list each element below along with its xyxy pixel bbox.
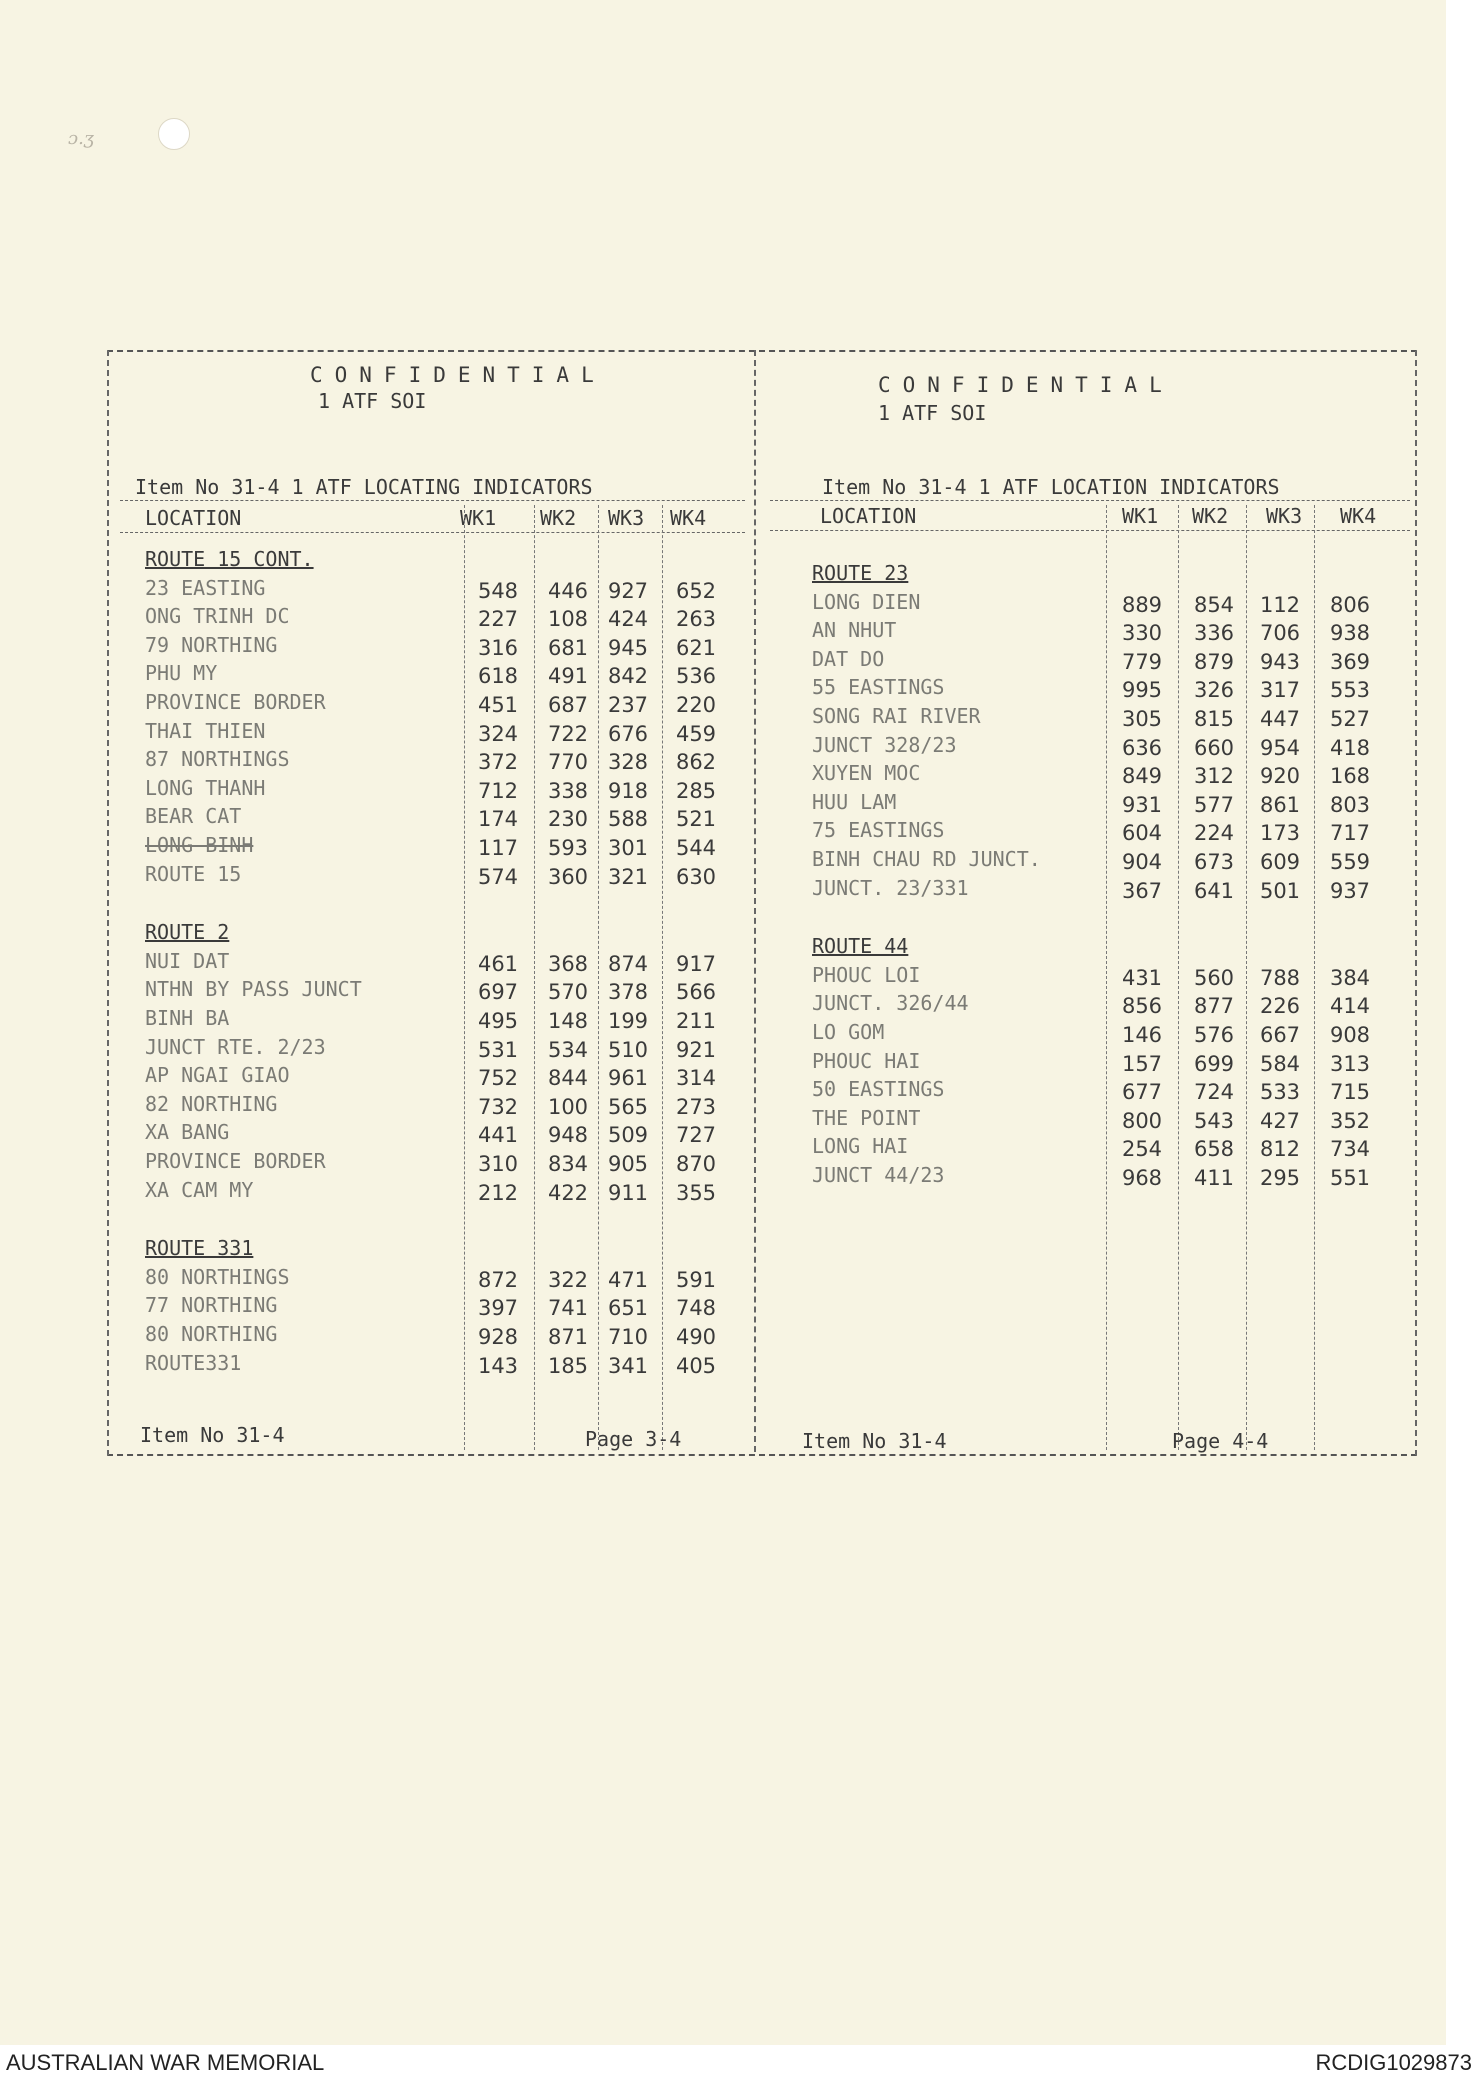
left-footer-page: Page 3-4 xyxy=(585,1427,682,1451)
cell-wk3: 321 xyxy=(607,864,649,889)
location-label: XUYEN MOC xyxy=(812,761,921,786)
right-col-wk4: WK4 xyxy=(1340,504,1377,528)
section-heading: ROUTE 23 xyxy=(812,561,909,585)
location-label: ROUTE 15 xyxy=(145,861,242,886)
left-col-wk3: WK3 xyxy=(608,506,645,530)
cell-wk4: 938 xyxy=(1329,621,1371,646)
cell-wk1: 849 xyxy=(1121,764,1163,789)
cell-wk1: 889 xyxy=(1121,592,1163,617)
cell-wk2: 658 xyxy=(1193,1137,1235,1162)
cell-wk1: 305 xyxy=(1121,707,1163,731)
cell-wk2: 593 xyxy=(547,836,589,860)
location-label: BINH BA xyxy=(145,1006,230,1030)
cell-wk1: 372 xyxy=(477,750,519,775)
cell-wk2: 681 xyxy=(547,635,589,660)
cell-wk4: 806 xyxy=(1329,592,1371,617)
cell-wk2: 368 xyxy=(547,951,589,976)
cell-wk2: 770 xyxy=(547,750,589,775)
cell-wk3: 842 xyxy=(607,664,649,689)
cell-wk3: 565 xyxy=(607,1094,649,1119)
location-label: 79 NORTHING xyxy=(145,632,278,657)
cell-wk2: 100 xyxy=(547,1094,589,1119)
cell-wk2: 722 xyxy=(547,721,589,746)
cell-wk4: 313 xyxy=(1329,1051,1371,1076)
punch-hole xyxy=(158,118,190,150)
left-sep-2 xyxy=(534,505,535,1450)
cell-wk1: 316 xyxy=(477,635,519,660)
cell-wk4: 559 xyxy=(1329,850,1371,874)
cell-wk3: 427 xyxy=(1259,1108,1301,1133)
right-soi-subheader: 1 ATF SOI xyxy=(878,401,987,425)
location-label: THE POINT xyxy=(812,1105,921,1130)
cell-wk2: 360 xyxy=(547,864,589,889)
cell-wk4: 727 xyxy=(675,1123,717,1148)
location-label: LONG THANH xyxy=(145,775,266,800)
location-label: 82 NORTHING xyxy=(145,1091,278,1116)
cell-wk1: 604 xyxy=(1121,821,1163,846)
left-footer-item: Item No 31-4 xyxy=(140,1423,285,1447)
location-label: ROUTE331 xyxy=(145,1350,242,1375)
right-title-rule xyxy=(770,500,1410,501)
cell-wk4: 862 xyxy=(675,750,717,775)
right-col-location: LOCATION xyxy=(820,504,917,528)
cell-wk1: 800 xyxy=(1121,1108,1163,1133)
cell-wk1: 574 xyxy=(477,864,519,889)
cell-wk1: 117 xyxy=(477,836,519,860)
location-label: 23 EASTING xyxy=(145,575,266,600)
location-label: LONG DIEN xyxy=(812,589,921,614)
cell-wk2: 336 xyxy=(1193,621,1235,646)
cell-wk4: 553 xyxy=(1329,678,1371,703)
cell-wk4: 544 xyxy=(675,836,717,860)
cell-wk2: 844 xyxy=(547,1066,589,1091)
right-col-wk3: WK3 xyxy=(1266,504,1303,528)
cell-wk1: 872 xyxy=(477,1267,519,1292)
cell-wk2: 491 xyxy=(547,664,589,689)
page-divider xyxy=(754,350,756,1452)
cell-wk1: 461 xyxy=(477,951,519,976)
section-heading: ROUTE 2 xyxy=(145,920,230,945)
cell-wk1: 697 xyxy=(477,980,519,1005)
location-label: JUNCT. 326/44 xyxy=(812,991,969,1016)
right-confidential-header: CONFIDENTIAL xyxy=(878,373,1174,397)
right-item-title: Item No 31-4 1 ATF LOCATION INDICATORS xyxy=(822,475,1280,499)
location-label: NUI DAT xyxy=(145,948,230,973)
cell-wk3: 812 xyxy=(1259,1137,1301,1162)
cell-wk1: 779 xyxy=(1121,649,1163,674)
cell-wk1: 451 xyxy=(477,693,519,717)
cell-wk4: 652 xyxy=(675,578,717,603)
cell-wk1: 732 xyxy=(477,1094,519,1119)
cell-wk1: 931 xyxy=(1121,792,1163,817)
cell-wk3: 861 xyxy=(1259,792,1301,817)
left-col-wk4: WK4 xyxy=(670,506,707,530)
left-col-location: LOCATION xyxy=(145,506,242,530)
cell-wk2: 576 xyxy=(1193,1023,1235,1047)
left-col-wk1: WK1 xyxy=(460,506,497,530)
cell-wk3: 920 xyxy=(1259,764,1301,789)
cell-wk1: 143 xyxy=(477,1353,519,1378)
location-label: 77 NORTHING xyxy=(145,1293,278,1318)
cell-wk4: 717 xyxy=(1329,821,1371,846)
cell-wk1: 330 xyxy=(1121,621,1163,646)
cell-wk3: 173 xyxy=(1259,821,1301,846)
location-label: XA CAM MY xyxy=(145,1177,254,1202)
cell-wk1: 310 xyxy=(477,1152,519,1176)
cell-wk2: 854 xyxy=(1193,592,1235,617)
cell-wk3: 954 xyxy=(1259,735,1301,760)
cell-wk1: 227 xyxy=(477,607,519,632)
cell-wk2: 230 xyxy=(547,807,589,832)
cell-wk3: 471 xyxy=(607,1267,649,1292)
cell-wk3: 943 xyxy=(1259,649,1301,674)
cell-wk2: 687 xyxy=(547,693,589,717)
cell-wk2: 560 xyxy=(1193,965,1235,990)
section-heading: ROUTE 331 xyxy=(145,1236,254,1261)
cell-wk2: 312 xyxy=(1193,764,1235,789)
cell-wk2: 673 xyxy=(1193,850,1235,874)
cell-wk2: 570 xyxy=(547,980,589,1005)
cell-wk2: 326 xyxy=(1193,678,1235,703)
cell-wk3: 788 xyxy=(1259,965,1301,990)
cell-wk1: 397 xyxy=(477,1296,519,1321)
cell-wk3: 341 xyxy=(607,1353,649,1378)
archive-id: RCDIG1029873 xyxy=(1315,2050,1472,2075)
cell-wk1: 995 xyxy=(1121,678,1163,703)
cell-wk1: 928 xyxy=(477,1325,519,1349)
cell-wk3: 301 xyxy=(607,836,649,860)
section-heading: ROUTE 44 xyxy=(812,934,909,959)
cell-wk4: 211 xyxy=(675,1009,717,1033)
cell-wk4: 418 xyxy=(1329,735,1371,760)
right-sep-3 xyxy=(1246,505,1247,1450)
cell-wk1: 174 xyxy=(477,807,519,832)
cell-wk4: 220 xyxy=(675,693,717,717)
left-confidential-header: CONFIDENTIAL xyxy=(310,363,606,387)
cell-wk1: 677 xyxy=(1121,1080,1163,1105)
cell-wk4: 355 xyxy=(675,1180,717,1205)
location-label: XA BANG xyxy=(145,1120,230,1145)
cell-wk4: 630 xyxy=(675,864,717,889)
location-label: 50 EASTINGS xyxy=(812,1077,945,1102)
cell-wk3: 584 xyxy=(1259,1051,1301,1076)
cell-wk1: 431 xyxy=(1121,965,1163,990)
cell-wk2: 543 xyxy=(1193,1108,1235,1133)
cell-wk4: 285 xyxy=(675,778,717,803)
archive-credit: AUSTRALIAN WAR MEMORIAL xyxy=(6,2050,325,2075)
location-label: SONG RAI RIVER xyxy=(812,704,981,728)
cell-wk2: 322 xyxy=(547,1267,589,1292)
cell-wk4: 168 xyxy=(1329,764,1371,789)
location-label: JUNCT 328/23 xyxy=(812,732,957,757)
cell-wk1: 146 xyxy=(1121,1023,1163,1047)
cell-wk4: 591 xyxy=(675,1267,717,1292)
cell-wk4: 527 xyxy=(1329,707,1371,731)
location-label: PROVINCE BORDER xyxy=(145,1149,326,1173)
location-label: JUNCT RTE. 2/23 xyxy=(145,1034,326,1059)
cell-wk4: 263 xyxy=(675,607,717,632)
cell-wk4: 459 xyxy=(675,721,717,746)
right-footer-item: Item No 31-4 xyxy=(802,1429,947,1453)
cell-wk4: 908 xyxy=(1329,1023,1371,1047)
right-footer-page: Page 4-4 xyxy=(1172,1429,1269,1453)
cell-wk2: 148 xyxy=(547,1009,589,1033)
cell-wk2: 108 xyxy=(547,607,589,632)
right-col-wk2: WK2 xyxy=(1192,504,1229,528)
left-sep-4 xyxy=(662,505,663,1450)
cell-wk4: 917 xyxy=(675,951,717,976)
cell-wk4: 414 xyxy=(1329,994,1371,1019)
cell-wk2: 724 xyxy=(1193,1080,1235,1105)
cell-wk3: 295 xyxy=(1259,1166,1301,1190)
cell-wk2: 577 xyxy=(1193,792,1235,817)
cell-wk1: 904 xyxy=(1121,850,1163,874)
location-label: AP NGAI GIAO xyxy=(145,1063,290,1088)
left-sep-1 xyxy=(464,505,465,1450)
cell-wk3: 447 xyxy=(1259,707,1301,731)
cell-wk2: 446 xyxy=(547,578,589,603)
cell-wk4: 566 xyxy=(675,980,717,1005)
cell-wk1: 752 xyxy=(477,1066,519,1091)
cell-wk2: 741 xyxy=(547,1296,589,1321)
location-label: LONG BINH xyxy=(145,833,254,857)
cell-wk2: 815 xyxy=(1193,707,1235,731)
cell-wk3: 710 xyxy=(607,1325,649,1349)
cell-wk3: 667 xyxy=(1259,1023,1301,1047)
section-heading: ROUTE 15 CONT. xyxy=(145,547,314,571)
cell-wk3: 945 xyxy=(607,635,649,660)
cell-wk3: 378 xyxy=(607,980,649,1005)
right-sep-2 xyxy=(1178,505,1179,1450)
location-label: DAT DO xyxy=(812,646,885,671)
cell-wk1: 856 xyxy=(1121,994,1163,1019)
cell-wk2: 948 xyxy=(547,1123,589,1148)
cell-wk3: 911 xyxy=(607,1180,649,1205)
cell-wk1: 441 xyxy=(477,1123,519,1148)
cell-wk4: 384 xyxy=(1329,965,1371,990)
cell-wk1: 531 xyxy=(477,1037,519,1062)
location-label: BEAR CAT xyxy=(145,804,242,829)
cell-wk4: 352 xyxy=(1329,1108,1371,1133)
location-label: PHOUC HAI xyxy=(812,1048,921,1073)
right-sep-1 xyxy=(1106,505,1107,1450)
cell-wk2: 338 xyxy=(547,778,589,803)
left-title-rule xyxy=(120,500,745,501)
cell-wk3: 237 xyxy=(607,693,649,717)
location-label: JUNCT. 23/331 xyxy=(812,875,969,900)
cell-wk3: 676 xyxy=(607,721,649,746)
cell-wk2: 641 xyxy=(1193,878,1235,903)
cell-wk4: 803 xyxy=(1329,792,1371,817)
cell-wk2: 422 xyxy=(547,1180,589,1205)
location-label: LO GOM xyxy=(812,1020,885,1044)
left-col-wk2: WK2 xyxy=(540,506,577,530)
cell-wk1: 367 xyxy=(1121,878,1163,903)
location-label: JUNCT 44/23 xyxy=(812,1163,945,1187)
location-label: PHU MY xyxy=(145,661,218,686)
cell-wk4: 551 xyxy=(1329,1166,1371,1190)
cell-wk2: 834 xyxy=(547,1152,589,1176)
cell-wk4: 715 xyxy=(1329,1080,1371,1105)
cell-wk4: 521 xyxy=(675,807,717,832)
cell-wk1: 618 xyxy=(477,664,519,689)
cell-wk4: 536 xyxy=(675,664,717,689)
cell-wk3: 510 xyxy=(607,1037,649,1062)
location-label: PHOUC LOI xyxy=(812,962,921,987)
cell-wk1: 254 xyxy=(1121,1137,1163,1162)
cell-wk3: 533 xyxy=(1259,1080,1301,1105)
location-label: 75 EASTINGS xyxy=(812,818,945,843)
location-label: THAI THIEN xyxy=(145,718,266,743)
cell-wk2: 877 xyxy=(1193,994,1235,1019)
cell-wk3: 927 xyxy=(607,578,649,603)
left-soi-subheader: 1 ATF SOI xyxy=(318,389,427,413)
cell-wk2: 871 xyxy=(547,1325,589,1349)
left-header-rule xyxy=(120,532,745,533)
cell-wk1: 157 xyxy=(1121,1051,1163,1076)
cell-wk3: 226 xyxy=(1259,994,1301,1019)
cell-wk3: 317 xyxy=(1259,678,1301,703)
cell-wk1: 212 xyxy=(477,1180,519,1205)
cell-wk4: 273 xyxy=(675,1094,717,1119)
cell-wk4: 937 xyxy=(1329,878,1371,903)
cell-wk2: 879 xyxy=(1193,649,1235,674)
cell-wk2: 411 xyxy=(1193,1166,1235,1190)
cell-wk4: 405 xyxy=(675,1353,717,1378)
location-label: BINH CHAU RD JUNCT. xyxy=(812,847,1041,871)
location-label: 55 EASTINGS xyxy=(812,675,945,700)
pencil-mark: ɔ.ʒ xyxy=(68,128,94,149)
cell-wk3: 501 xyxy=(1259,878,1301,903)
cell-wk3: 509 xyxy=(607,1123,649,1148)
cell-wk1: 712 xyxy=(477,778,519,803)
cell-wk4: 621 xyxy=(675,635,717,660)
cell-wk4: 921 xyxy=(675,1037,717,1062)
location-label: NTHN BY PASS JUNCT xyxy=(145,977,362,1002)
cell-wk2: 660 xyxy=(1193,735,1235,760)
location-label: HUU LAM xyxy=(812,789,897,814)
location-label: PROVINCE BORDER xyxy=(145,690,326,714)
location-label: 80 NORTHING xyxy=(145,1322,278,1346)
cell-wk4: 369 xyxy=(1329,649,1371,674)
cell-wk3: 874 xyxy=(607,951,649,976)
cell-wk3: 328 xyxy=(607,750,649,775)
location-label: LONG HAI xyxy=(812,1134,909,1159)
location-label: ONG TRINH DC xyxy=(145,604,290,629)
right-sep-4 xyxy=(1314,505,1315,1450)
cell-wk4: 314 xyxy=(675,1066,717,1091)
cell-wk4: 734 xyxy=(1329,1137,1371,1162)
cell-wk2: 224 xyxy=(1193,821,1235,846)
cell-wk2: 534 xyxy=(547,1037,589,1062)
cell-wk3: 609 xyxy=(1259,850,1301,874)
cell-wk3: 905 xyxy=(607,1152,649,1176)
cell-wk1: 548 xyxy=(477,578,519,603)
right-col-wk1: WK1 xyxy=(1122,504,1159,528)
cell-wk3: 199 xyxy=(607,1009,649,1033)
cell-wk3: 424 xyxy=(607,607,649,632)
cell-wk3: 651 xyxy=(607,1296,649,1321)
cell-wk3: 961 xyxy=(607,1066,649,1091)
cell-wk1: 495 xyxy=(477,1009,519,1033)
cell-wk3: 706 xyxy=(1259,621,1301,646)
location-label: 80 NORTHINGS xyxy=(145,1264,290,1289)
cell-wk2: 699 xyxy=(1193,1051,1235,1076)
cell-wk4: 748 xyxy=(675,1296,717,1321)
cell-wk2: 185 xyxy=(547,1353,589,1378)
cell-wk4: 870 xyxy=(675,1152,717,1176)
location-label: AN NHUT xyxy=(812,618,897,643)
location-label: 87 NORTHINGS xyxy=(145,747,290,772)
cell-wk1: 324 xyxy=(477,721,519,746)
cell-wk1: 636 xyxy=(1121,735,1163,760)
cell-wk1: 968 xyxy=(1121,1166,1163,1190)
cell-wk3: 588 xyxy=(607,807,649,832)
cell-wk4: 490 xyxy=(675,1325,717,1349)
cell-wk3: 918 xyxy=(607,778,649,803)
cell-wk3: 112 xyxy=(1259,592,1301,617)
left-item-title: Item No 31-4 1 ATF LOCATING INDICATORS xyxy=(135,475,593,499)
